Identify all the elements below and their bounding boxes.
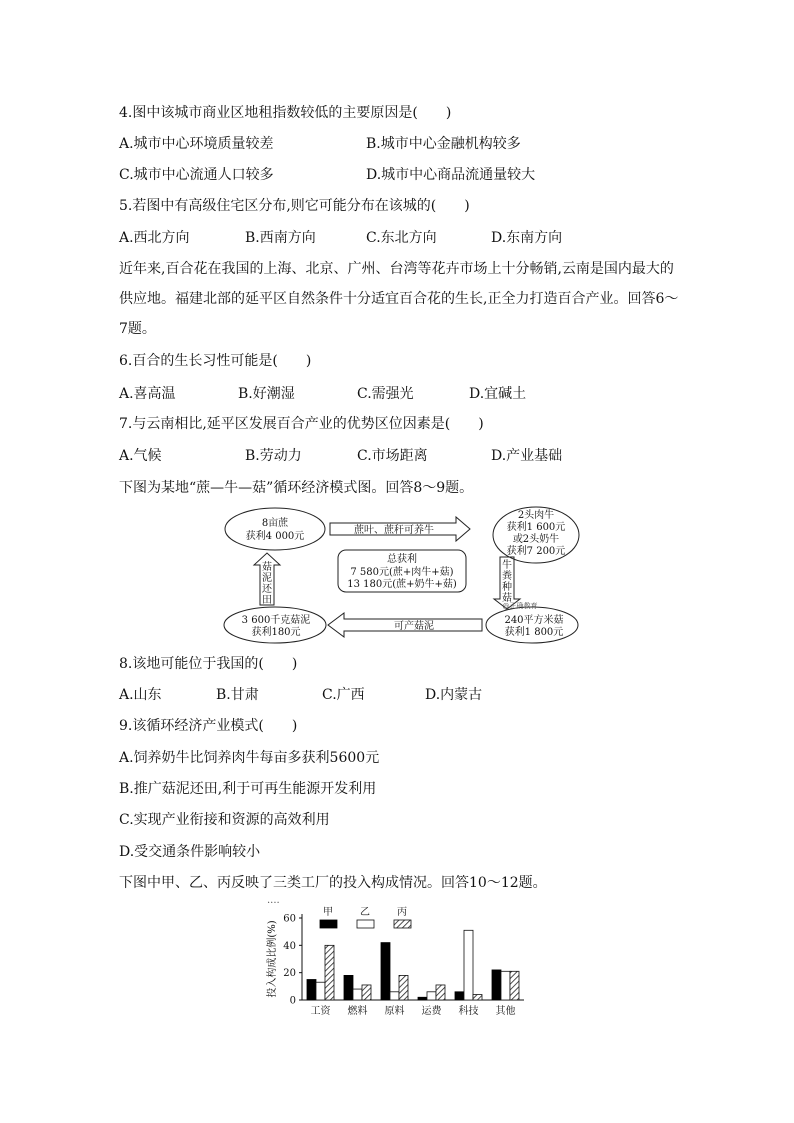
x-tick-label: 燃料 xyxy=(347,1006,368,1017)
q7-option-b: B.劳动力 xyxy=(245,448,302,464)
arrow-right-char4: 菇 xyxy=(502,593,512,604)
legend-label: 乙 xyxy=(360,907,370,918)
q6-stem: 6.百合的生长习性可能是( ) xyxy=(119,353,312,369)
intro-cycle-diagram: 下图为某地“蔗—牛—菇”循环经济模式图。回答8～9题。 xyxy=(119,480,474,496)
total-line2: 7 580元(蔗+肉牛+菇) xyxy=(350,567,454,578)
q7-stem: 7.与云南相比,延平区发展百合产业的优势区位因素是( ) xyxy=(119,416,484,432)
bar-乙-科技 xyxy=(464,930,473,1000)
q5-option-c: C.东北方向 xyxy=(366,230,437,246)
q6-option-b: B.好潮湿 xyxy=(238,386,295,402)
bar-甲-工资 xyxy=(307,980,316,1001)
chart-dots: .... xyxy=(267,898,280,906)
y-tick-label: 20 xyxy=(283,968,296,980)
q8-stem: 8.该地可能位于我国的( ) xyxy=(119,656,298,672)
node-mushroom-line1: 240平方米菇 xyxy=(504,615,564,626)
y-tick-label: 60 xyxy=(283,913,296,925)
node-mushroom-line2: 获利1 800元 xyxy=(504,627,564,638)
bar-甲-运费 xyxy=(418,997,427,1000)
bar-丙-原料 xyxy=(399,975,408,1000)
bar-乙-运费 xyxy=(427,992,436,1000)
bar-丙-燃料 xyxy=(362,985,371,1000)
arrow-left-char2: 泥 xyxy=(262,573,272,584)
q9-option-c: C.实现产业衔接和资源的高效利用 xyxy=(119,812,330,828)
arrow-right-char1: 牛 xyxy=(502,560,512,571)
q5-option-a: A.西北方向 xyxy=(119,230,190,246)
bar-乙-工资 xyxy=(316,982,325,1000)
bar-甲-科技 xyxy=(455,992,464,1000)
node-cattle-line1: 2头肉牛 xyxy=(517,510,555,521)
bar-乙-燃料 xyxy=(353,989,362,1000)
node-cane-line2: 获利4 000元 xyxy=(245,531,305,542)
arrow-right-char2: 粪 xyxy=(502,571,512,582)
q5-option-b: B.西南方向 xyxy=(245,230,316,246)
legend-swatch xyxy=(357,920,374,928)
legend-swatch xyxy=(320,920,337,928)
q8-option-c: C.广西 xyxy=(322,687,365,703)
node-cattle-line4: 获利7 200元 xyxy=(506,546,566,557)
q4-option-d: D.城市中心商品流通量较大 xyxy=(366,167,536,183)
q4-option-c: C.城市中心流通人口较多 xyxy=(119,167,274,183)
bar-甲-其他 xyxy=(492,970,501,1000)
q6-option-c: C.需强光 xyxy=(357,386,414,402)
intro-bar-chart: 下图中甲、乙、丙反映了三类工厂的投入构成情况。回答10～12题。 xyxy=(119,875,547,891)
node-mud-line2: 获利180元 xyxy=(251,627,301,638)
bar-丙-运费 xyxy=(436,985,445,1000)
q9-option-b: B.推广菇泥还田,利于可再生能源开发利用 xyxy=(119,781,377,797)
x-tick-label: 其他 xyxy=(495,1006,516,1017)
q5-stem: 5.若图中有高级住宅区分布,则它可能分布在该城的( ) xyxy=(119,198,470,214)
q8-option-a: A.山东 xyxy=(119,687,162,703)
q9-stem: 9.该循环经济产业模式( ) xyxy=(119,718,298,734)
q8-option-d: D.内蒙古 xyxy=(425,687,483,703)
total-line3: 13 180元(蔗+奶牛+菇) xyxy=(347,579,457,590)
q7-option-c: C.市场距离 xyxy=(357,448,428,464)
bar-丙-其他 xyxy=(510,971,519,1000)
arrow-right-char3: 种 xyxy=(502,582,512,593)
y-axis-label: 投入构成比例(%) xyxy=(267,920,278,998)
node-cane xyxy=(225,508,325,550)
node-cattle-line3: 或2头奶牛 xyxy=(512,534,560,545)
arrow-left-char1: 菇 xyxy=(262,562,272,573)
q4-option-b: B.城市中心金融机构较多 xyxy=(366,136,521,152)
total-line1: 总获利 xyxy=(387,554,417,565)
q7-option-a: A.气候 xyxy=(119,448,162,464)
arrow-bottom-label: 可产菇泥 xyxy=(394,621,434,632)
x-tick-label: 科技 xyxy=(458,1006,479,1017)
y-tick-label: 0 xyxy=(289,995,296,1007)
node-cattle-line2: 获利1 600元 xyxy=(506,522,566,533)
passage-lily: 近年来,百合花在我国的上海、北京、广州、台湾等花卉市场上十分畅销,云南是国内最大的供应地。福建北部的延平区自然条件十分适宜百合花的生长,正全力打造百合产业。回答6～7题。 xyxy=(119,261,679,337)
bar-乙-其他 xyxy=(501,971,510,1000)
x-tick-label: 原料 xyxy=(384,1006,405,1017)
y-tick-label: 40 xyxy=(283,940,296,952)
q9-option-d: D.受交通条件影响较小 xyxy=(119,844,261,860)
bar-乙-原料 xyxy=(390,992,399,1000)
diagram-watermark: @正确教育 xyxy=(502,602,538,610)
x-tick-label: 运费 xyxy=(421,1006,442,1017)
arrow-left-char3: 还 xyxy=(262,584,272,595)
q6-option-d: D.宜碱土 xyxy=(469,386,527,402)
q8-option-b: B.甘肃 xyxy=(216,687,259,703)
investment-bar-chart xyxy=(262,898,532,1023)
arrow-top-label: 蔗叶、蔗秆可养牛 xyxy=(354,525,434,536)
q7-option-d: D.产业基础 xyxy=(491,448,563,464)
bar-丙-工资 xyxy=(325,945,334,1000)
x-tick-label: 工资 xyxy=(310,1006,331,1017)
cycle-diagram xyxy=(220,505,580,645)
node-mud-line1: 3 600千克菇泥 xyxy=(241,615,311,626)
node-cane-line1: 8亩蔗 xyxy=(261,518,289,529)
arrow-left-char4: 田 xyxy=(262,595,272,606)
legend-swatch xyxy=(394,920,411,928)
bar-甲-原料 xyxy=(381,943,390,1000)
bar-甲-燃料 xyxy=(344,975,353,1000)
legend-label: 甲 xyxy=(323,907,333,918)
bar-丙-科技 xyxy=(473,995,482,1000)
q4-option-a: A.城市中心环境质量较差 xyxy=(119,136,274,152)
q5-option-d: D.东南方向 xyxy=(491,230,563,246)
q4-stem: 4.图中该城市商业区地租指数较低的主要原因是( ) xyxy=(119,105,452,121)
legend-label: 丙 xyxy=(397,907,407,918)
q9-option-a: A.饲养奶牛比饲养肉牛每亩多获利5600元 xyxy=(119,750,380,766)
q6-option-a: A.喜高温 xyxy=(119,386,176,402)
